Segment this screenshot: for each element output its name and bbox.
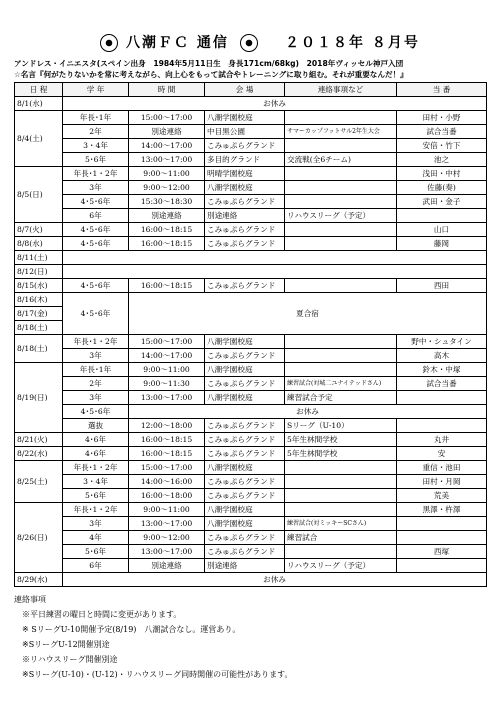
venue-cell: こみゅぷらグランド — [205, 223, 285, 237]
venue-cell: こみゅぷらグランド — [205, 237, 285, 251]
duty-cell: 鈴木・中塚 — [397, 363, 487, 377]
grade-cell: 3年 — [63, 181, 129, 195]
duty-cell — [397, 209, 487, 223]
grade-cell: 年長･1・2年 — [63, 335, 129, 349]
time-cell: 13:00～17:00 — [129, 391, 205, 405]
time-cell: 16:00～18:15 — [129, 279, 205, 293]
full-row-note: お休み — [63, 97, 487, 111]
notes-cell: Sリーグ（U-10） — [285, 419, 397, 433]
date-cell: 8/8(水) — [15, 237, 63, 251]
time-cell: 14:00～16:00 — [129, 475, 205, 489]
time-cell: 別途連絡 — [129, 125, 205, 139]
date-cell: 8/29(水) — [15, 573, 63, 587]
time-cell: 15:00～17:00 — [129, 335, 205, 349]
date-cell: 8/5(日) — [15, 167, 63, 223]
notes-cell: 5年生林間学校 — [285, 447, 397, 461]
duty-cell: 武田・金子 — [397, 195, 487, 209]
date-cell: 8/4(土) — [15, 111, 63, 167]
time-cell: 13:00～17:00 — [129, 517, 205, 531]
schedule-row — [15, 195, 487, 209]
time-cell: 14:00～17:00 — [129, 349, 205, 363]
notes-cell — [285, 237, 397, 251]
schedule-row — [15, 447, 487, 461]
duty-cell: 野中・シュタイン — [397, 335, 487, 349]
grade-cell: 4年 — [63, 531, 129, 545]
schedule-row — [15, 489, 487, 503]
date-cell: 8/17(金) — [15, 307, 63, 321]
notes-cell — [285, 279, 397, 293]
notice-item: ※ SリーグU-10開催予定(8/19) 八潮試合なし。運営あり。 — [22, 625, 241, 634]
time-cell: 16:00～18:15 — [129, 447, 205, 461]
notes-cell: 練習試合 — [285, 531, 397, 545]
schedule-row — [15, 531, 487, 545]
schedule-row — [15, 265, 487, 279]
schedule-row — [15, 545, 487, 559]
notes-cell — [285, 489, 397, 503]
date-cell: 8/18(土) — [15, 321, 63, 335]
schedule-row — [15, 419, 487, 433]
schedule-row — [15, 223, 487, 237]
notes-cell — [285, 167, 397, 181]
col-header-venue: 会 場 — [205, 83, 285, 97]
schedule-row — [15, 237, 487, 251]
time-cell: 13:00～17:00 — [129, 153, 205, 167]
duty-cell: 高木 — [397, 349, 487, 363]
notes-cell — [285, 349, 397, 363]
grade-cell: 4･5･6年 — [63, 279, 129, 293]
schedule-row — [15, 111, 487, 125]
venue-cell: 明晴学園校庭 — [205, 167, 285, 181]
venue-cell: 多目的グランド — [205, 153, 285, 167]
notice-item: ※Sリーグ(U-10)・(U-12)・リハウスリーグ同時開催の可能性があります。 — [22, 670, 293, 679]
time-cell: 15:00～17:00 — [129, 461, 205, 475]
duty-cell: 佐藤(奏) — [397, 181, 487, 195]
schedule-row — [15, 391, 487, 405]
grade-cell: 3・4年 — [63, 475, 129, 489]
notes-cell — [285, 335, 397, 349]
venue-cell: こみゅぷらグランド — [205, 419, 285, 433]
col-header-time: 時 間 — [129, 83, 205, 97]
notes-cell: リハウスリーグ（予定） — [285, 209, 397, 223]
date-cell: 8/19(日) — [15, 363, 63, 433]
duty-cell: 荒美 — [397, 489, 487, 503]
duty-cell: 黒澤・杵澤 — [397, 503, 487, 517]
duty-cell — [397, 419, 487, 433]
notes-cell — [285, 363, 397, 377]
newsletter-title: 八潮ＦＣ 通信 — [126, 35, 229, 51]
notes-cell: 交流戦(全6チーム) — [285, 153, 397, 167]
duty-cell: 田村・小野 — [397, 111, 487, 125]
notice-item: ※SリーグU-12開催別途 — [22, 640, 110, 649]
venue-cell: こみゅぷらグランド — [205, 489, 285, 503]
notes-cell — [285, 475, 397, 489]
schedule-table — [14, 82, 487, 587]
duty-cell: 試合当番 — [397, 377, 487, 391]
date-cell: 8/16(木) — [15, 293, 63, 307]
duty-cell — [397, 391, 487, 405]
soccer-ball-icon — [240, 34, 258, 52]
venue-cell: こみゅぷらグランド — [205, 545, 285, 559]
venue-cell: 八潮学園校庭 — [205, 111, 285, 125]
notes-cell — [285, 223, 397, 237]
duty-cell: 山口 — [397, 223, 487, 237]
full-row-note — [63, 251, 487, 265]
venue-cell: こみゅぷらグランド — [205, 433, 285, 447]
notice-title: 連絡事項 — [14, 595, 46, 604]
date-cell: 8/18(土) — [15, 335, 63, 363]
venue-cell: こみゅぷらグランド — [205, 139, 285, 153]
grade-cell: 年長･1・2年 — [63, 167, 129, 181]
notes-cell — [285, 111, 397, 125]
schedule-row — [15, 251, 487, 265]
venue-cell: 八潮学園校庭 — [205, 335, 285, 349]
notes-cell — [285, 503, 397, 517]
schedule-row — [15, 209, 487, 223]
time-cell: 別途連絡 — [129, 559, 205, 573]
date-cell: 8/21(火) — [15, 433, 63, 447]
col-header-duty: 当 番 — [397, 83, 487, 97]
schedule-row — [15, 181, 487, 195]
time-cell: 16:00～18:15 — [129, 223, 205, 237]
notes-cell — [285, 195, 397, 209]
duty-cell: 安 — [397, 447, 487, 461]
col-header-grade: 学 年 — [63, 83, 129, 97]
notice-item: ※リハウスリーグ開催別途 — [22, 655, 118, 664]
date-cell: 8/22(水) — [15, 447, 63, 461]
schedule-row — [15, 153, 487, 167]
grade-cell: 年長･1・2年 — [63, 461, 129, 475]
grade-cell: 選抜 — [63, 419, 129, 433]
notes-cell — [285, 139, 397, 153]
venue-cell: こみゅぷらグランド — [205, 447, 285, 461]
duty-cell — [397, 559, 487, 573]
duty-cell: 田村・月岡 — [397, 475, 487, 489]
grade-cell: 4･5･6年 — [63, 405, 129, 419]
issue-date: ２０１８年 ８月号 — [285, 35, 420, 51]
duty-cell: 浅田・中村 — [397, 167, 487, 181]
notice-item: ※平日練習の曜日と時間に変更があります。 — [22, 610, 182, 619]
schedule-row — [15, 363, 487, 377]
venue-cell: こみゅぷらグランド — [205, 195, 285, 209]
schedule-row — [15, 517, 487, 531]
date-cell: 8/26(日) — [15, 503, 63, 573]
duty-cell: 丸井 — [397, 433, 487, 447]
duty-cell: 重信・池田 — [397, 461, 487, 475]
date-cell: 8/1(水) — [15, 97, 63, 111]
duty-cell: 西塚 — [397, 545, 487, 559]
notes-cell: 練習試合(対ミッキーSCさん) — [285, 517, 397, 531]
grade-cell: 6年 — [63, 209, 129, 223]
venue-cell: 別途連絡 — [205, 559, 285, 573]
schedule-row — [15, 279, 487, 293]
time-cell: 16:00～18:00 — [129, 489, 205, 503]
venue-cell: 別途連絡 — [205, 209, 285, 223]
col-header-date: 日 程 — [15, 83, 63, 97]
player-profile: アンドレス・イニエスタ(スペイン出身 1984年5月11日生 身長171cm/68kg) 2018年ヴィッセル神戸入団 — [14, 59, 404, 68]
schedule-row — [15, 97, 487, 111]
grade-cell: 3年 — [63, 349, 129, 363]
duty-cell — [397, 517, 487, 531]
grade-cell: 年長･1・2年 — [63, 503, 129, 517]
time-cell: 9:00～12:00 — [129, 181, 205, 195]
schedule-row — [15, 475, 487, 489]
notes-cell: 練習試合予定 — [285, 391, 397, 405]
venue-cell: こみゅぷらグランド — [205, 475, 285, 489]
grade-cell: 4･5･6年 — [63, 293, 129, 335]
schedule-row — [15, 125, 487, 139]
schedule-row — [15, 503, 487, 517]
date-cell: 8/15(水) — [15, 279, 63, 293]
venue-cell: こみゅぷらグランド — [205, 377, 285, 391]
grade-cell: 2年 — [63, 377, 129, 391]
grade-cell: 2年 — [63, 125, 129, 139]
schedule-row — [15, 433, 487, 447]
venue-cell: 中目黒公園 — [205, 125, 285, 139]
date-cell: 8/12(日) — [15, 265, 63, 279]
time-cell: 13:00～17:00 — [129, 545, 205, 559]
notes-cell: 練習試合(対城二ユナイテッドさん) — [285, 377, 397, 391]
schedule-row — [15, 167, 487, 181]
time-cell: 別途連絡 — [129, 209, 205, 223]
notes-cell: リハウスリーグ（予定） — [285, 559, 397, 573]
time-cell: 14:00～17:00 — [129, 139, 205, 153]
famous-quote: ☆名言『何がたりないかを常に考えながら、向上心をもって試合やトレーニングに取り組む。それが重要なんだ！』 — [14, 70, 408, 79]
venue-cell: こみゅぷらグランド — [205, 349, 285, 363]
full-row-note: お休み — [63, 573, 487, 587]
grade-cell: 5･6年 — [63, 545, 129, 559]
venue-cell: 八潮学園校庭 — [205, 503, 285, 517]
grade-cell: 3年 — [63, 517, 129, 531]
schedule-row — [15, 377, 487, 391]
venue-cell: こみゅぷらグランド — [205, 531, 285, 545]
full-row-note: 夏合宿 — [129, 293, 487, 335]
notes-cell — [285, 461, 397, 475]
date-cell: 8/25(土) — [15, 461, 63, 503]
time-cell: 16:00～18:15 — [129, 433, 205, 447]
date-cell: 8/7(火) — [15, 223, 63, 237]
grade-cell: 5･6年 — [63, 489, 129, 503]
time-cell: 9:00～12:00 — [129, 531, 205, 545]
venue-cell: 八潮学園校庭 — [205, 461, 285, 475]
grade-cell: 5･6年 — [63, 153, 129, 167]
grade-cell: 3・4年 — [63, 139, 129, 153]
full-row-note — [63, 265, 487, 279]
venue-cell: 八潮学園校庭 — [205, 363, 285, 377]
grade-cell: 4･6年 — [63, 433, 129, 447]
venue-cell: こみゅぷらグランド — [205, 279, 285, 293]
time-cell: 16:00～18:15 — [129, 237, 205, 251]
schedule-row — [15, 293, 487, 307]
venue-cell: 八潮学園校庭 — [205, 391, 285, 405]
grade-cell: 6年 — [63, 559, 129, 573]
col-header-notes: 連絡事項など — [285, 83, 397, 97]
time-cell: 9:00～11:30 — [129, 377, 205, 391]
schedule-row — [15, 349, 487, 363]
notes-cell — [285, 545, 397, 559]
date-cell: 8/11(土) — [15, 251, 63, 265]
duty-cell: 西田 — [397, 279, 487, 293]
time-cell: 9:00～11:00 — [129, 167, 205, 181]
notes-cell: サマーカップフットサル2年生大会 — [285, 125, 397, 139]
grade-cell: 4･5･6年 — [63, 195, 129, 209]
notes-cell: 5年生林間学校 — [285, 433, 397, 447]
schedule-header-row — [15, 83, 487, 97]
schedule-row — [15, 335, 487, 349]
duty-cell — [397, 531, 487, 545]
schedule-row — [15, 405, 487, 419]
schedule-row — [15, 139, 487, 153]
time-cell: 12:00～18:00 — [129, 419, 205, 433]
schedule-row — [15, 559, 487, 573]
time-cell: 9:00～11:00 — [129, 363, 205, 377]
time-cell: 15:00～17:00 — [129, 111, 205, 125]
venue-cell: 八潮学園校庭 — [205, 517, 285, 531]
full-row-note: お休み — [129, 405, 487, 419]
grade-cell: 4･5･6年 — [63, 237, 129, 251]
grade-cell: 年長･1年 — [63, 363, 129, 377]
soccer-ball-icon — [100, 34, 118, 52]
duty-cell: 池之 — [397, 153, 487, 167]
time-cell: 9:00～11:00 — [129, 503, 205, 517]
notes-cell — [285, 181, 397, 195]
schedule-body — [15, 97, 487, 587]
schedule-row — [15, 573, 487, 587]
duty-cell: 試合当番 — [397, 125, 487, 139]
duty-cell: 安倍・竹下 — [397, 139, 487, 153]
grade-cell: 4･6年 — [63, 447, 129, 461]
grade-cell: 3年 — [63, 391, 129, 405]
duty-cell: 藤岡 — [397, 237, 487, 251]
venue-cell: 八潮学園校庭 — [205, 181, 285, 195]
time-cell: 15:30～18:30 — [129, 195, 205, 209]
grade-cell: 年長･1年 — [63, 111, 129, 125]
grade-cell: 4･5･6年 — [63, 223, 129, 237]
schedule-row — [15, 461, 487, 475]
